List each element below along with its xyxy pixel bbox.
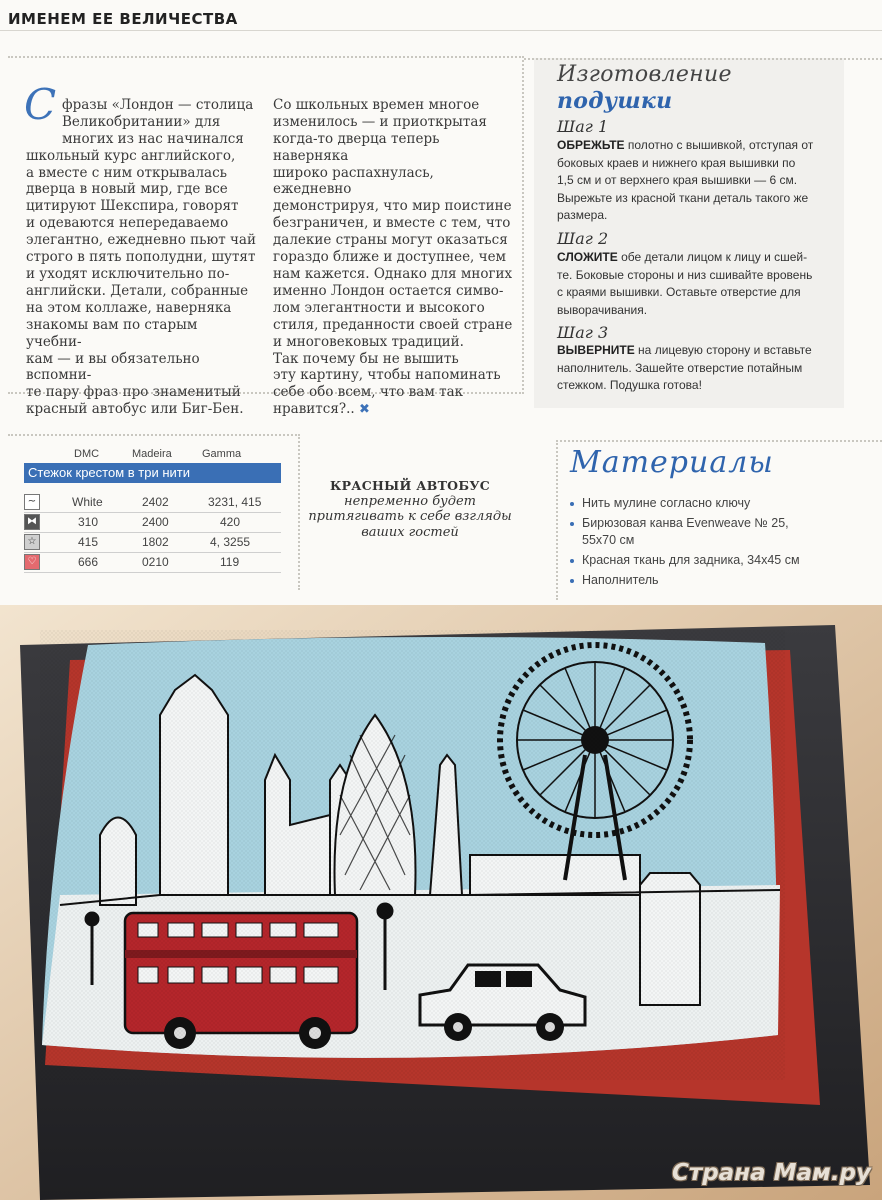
key-gamma: 420 <box>220 515 241 529</box>
section-title: ИМЕНЕМ ЕЕ ВЕЛИЧЕСТВА <box>8 10 238 28</box>
bowtie-symbol-icon: ⧓ <box>24 514 40 530</box>
list-item: Нить мулине согласно ключу <box>570 495 810 512</box>
title-rule <box>0 30 882 31</box>
caption-body: непременно будет притягивать к себе взгляды ваших гостей <box>308 493 512 540</box>
list-item: Наполнитель <box>570 572 810 589</box>
step-2-text <box>557 249 815 319</box>
end-mark-icon: ✖ <box>358 402 370 418</box>
intro-column-2-text: Со школьных времен многое изменилось — и приоткрытая когда-то дверца теперь наверняка широко распахнулась, ежедневно демонстрируя, что мир поистине безграничен, и вместе с тем, что далекие страны могут оказаться гораздо ближе и доступнее, чем нам кажется. Однако для многих именно Лондон остается симво- лом элегантности и высокого стиля, преданности своей стране и многовековых традиций. Так почему бы не вышить эту картину, чтобы напоминать себе обо всем, что вам так нравится?.. <box>273 96 513 418</box>
making-panel-border <box>524 58 882 60</box>
key-header-gamma: Gamma <box>202 448 242 460</box>
pillow-photo <box>0 605 882 1200</box>
step-1-lead: ОБРЕЖЬТЕ <box>557 138 625 152</box>
heart-symbol-icon: ♡ <box>24 554 40 570</box>
making-subtitle: подушки <box>557 88 673 114</box>
key-madeira: 0210 <box>142 555 169 569</box>
step-3-text <box>557 342 815 395</box>
tilde-symbol-icon: ~ <box>24 494 40 510</box>
cross-stitch-texture <box>40 630 785 1080</box>
list-item: Красная ткань для задника, 34х45 см <box>570 552 810 569</box>
key-dmc: 310 <box>78 515 99 529</box>
key-row <box>24 513 281 533</box>
intro-right-border <box>522 56 524 394</box>
key-header-madeira: Madeira <box>132 448 172 460</box>
key-row <box>24 493 281 513</box>
step-3-lead: ВЫВЕРНИТЕ <box>557 343 635 357</box>
caption-title: КРАСНЫЙ АВТОБУС <box>329 478 491 493</box>
key-row-divider <box>24 572 281 573</box>
materials-title: Материалы <box>570 445 774 480</box>
key-row <box>24 553 281 573</box>
intro-column-2 <box>273 80 513 419</box>
step-3-heading: Шаг 3 <box>557 323 609 342</box>
intro-top-border <box>8 56 524 58</box>
bus-caption <box>300 478 520 540</box>
step-1-heading: Шаг 1 <box>557 117 609 136</box>
dropcap-letter: С <box>24 80 57 129</box>
step-3-body: на лицевую сторону и вставьте наполнитель. Зашейте отверстие потайным стежком. Подушка готова! <box>557 343 812 392</box>
key-madeira: 1802 <box>142 535 169 549</box>
key-gamma: 119 <box>220 555 240 569</box>
step-2-lead: СЛОЖИТЕ <box>557 250 618 264</box>
step-1-body: полотно с вышивкой, отступая от боковых краев и нижнего края вышивки по 1,5 см и от верхнего края вышивки — 6 см. Вырежьте из красной ткани деталь такого же размера. <box>557 138 814 222</box>
key-dmc: White <box>72 495 103 509</box>
intro-column-1-text: фразы «Лондон — столица Великобритании» для многих из нас начинался школьный курс английского, а вместе с ним открывалась дверца в новый мир, где все цитируют Шекспира, говорят и одеваются непередаваемо элегантно, ежедневно пьют чай строго в пять пополудни, шутят и уходят исключительно по- английски. Детали, собранные на этом коллаже, наверняка знакомы вам по старым учебни- кам — и вы обязательно вспомни- те пару фраз про знаменитый красный автобус или Биг-Бен. <box>26 96 256 418</box>
step-2-heading: Шаг 2 <box>557 229 609 248</box>
key-madeira: 2402 <box>142 495 169 509</box>
watermark: Страна Мам.ру <box>672 1160 872 1186</box>
key-dmc: 666 <box>78 555 99 569</box>
key-gamma: 4, 3255 <box>210 535 251 549</box>
materials-list <box>570 495 810 592</box>
step-2-body: обе детали лицом к лицу и сшей-те. Боковые стороны и низ сшивайте вровень с краями вышивки. Оставьте отверстие для выворачивания. <box>557 250 813 317</box>
key-header-dmc: DMC <box>74 448 100 460</box>
key-row <box>24 533 281 553</box>
key-stitch-band: Стежок крестом в три нити <box>24 463 281 483</box>
key-madeira: 2400 <box>142 515 169 529</box>
key-gamma: 3231, 415 <box>208 495 262 509</box>
key-dmc: 415 <box>78 535 99 549</box>
making-title: Изготовление <box>557 62 732 87</box>
step-1-text <box>557 137 815 225</box>
intro-column-1 <box>26 80 256 435</box>
star-symbol-icon: ☆ <box>24 534 40 550</box>
list-item: Бирюзовая канва Evenweave № 25, 55х70 см <box>570 515 810 549</box>
